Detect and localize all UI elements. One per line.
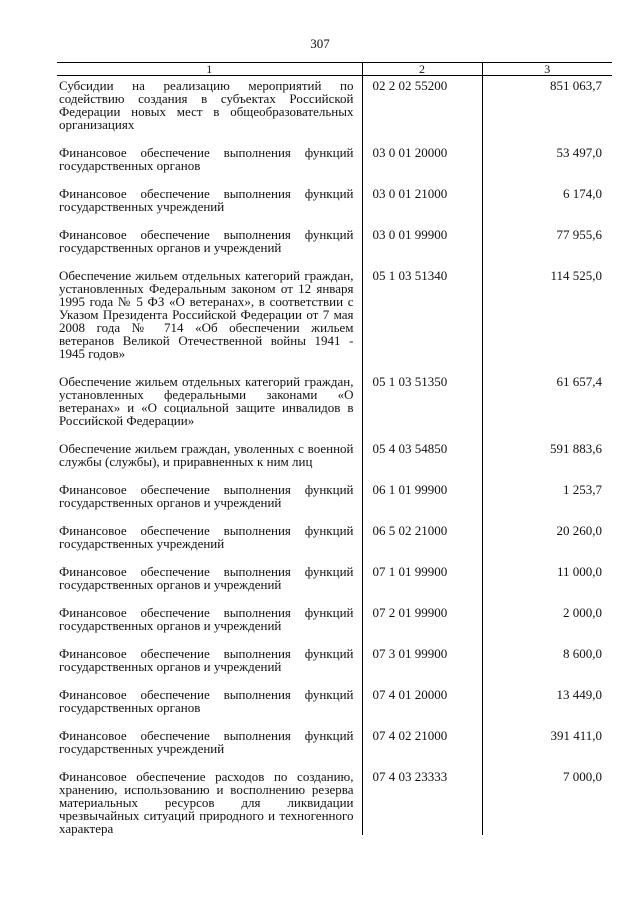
table-row [57,562,612,603]
column-header-2: 2 [362,63,482,76]
row-description: Финансовое обеспечение выполнения функций государственных органов и учреждений [59,482,354,510]
table-row [57,644,612,685]
table-row [57,266,612,372]
row-amount: 7 000,0 [482,767,612,835]
row-code: 07 1 01 99900 [362,562,482,603]
row-amount: 391 411,0 [482,726,612,767]
row-description: Субсидии на реализацию мероприятий по содействию создания в субъектах Российской Федерации новых мест в общеобразовательных организациях [59,78,354,132]
table-row [57,767,612,835]
row-amount: 20 260,0 [482,521,612,562]
row-code: 07 2 01 99900 [362,603,482,644]
row-amount: 114 525,0 [482,266,612,372]
table-row [57,184,612,225]
table-row [57,480,612,521]
row-code: 03 0 01 20000 [362,143,482,184]
row-amount: 851 063,7 [482,76,612,144]
table-row [57,685,612,726]
table-row [57,225,612,266]
row-code: 03 0 01 21000 [362,184,482,225]
row-amount: 591 883,6 [482,439,612,480]
table-row [57,603,612,644]
row-code: 02 2 02 55200 [362,76,482,144]
table-row [57,76,612,144]
table-row [57,439,612,480]
row-amount: 11 000,0 [482,562,612,603]
row-description: Финансовое обеспечение выполнения функций государственных учреждений [59,186,354,214]
row-amount: 13 449,0 [482,685,612,726]
table-row [57,521,612,562]
row-code: 07 4 03 23333 [362,767,482,835]
row-description: Финансовое обеспечение выполнения функций государственных органов и учреждений [59,646,354,674]
row-code: 06 1 01 99900 [362,480,482,521]
row-code: 05 1 03 51340 [362,266,482,372]
row-amount: 77 955,6 [482,225,612,266]
row-description: Обеспечение жильем отдельных категорий граждан, установленных Федеральным законом от 12 января 1995 года № 5 ФЗ «О ветеранах», в соответствии с Указом Президента Российской Федерации от 7 мая 2008 года № 714 «Об обеспечении жильем ветеранов Великой Отечественной войны 1941 - 1945 годов» [59,268,354,361]
row-amount: 61 657,4 [482,372,612,439]
row-description: Финансовое обеспечение выполнения функций государственных учреждений [59,728,354,756]
row-code: 05 4 03 54850 [362,439,482,480]
row-code: 05 1 03 51350 [362,372,482,439]
row-description: Обеспечение жильем отдельных категорий граждан, установленных федеральными законами «О ветеранах» и «О социальной защите инвалидов в Российской Федерации» [59,374,354,428]
table-header [57,63,612,76]
column-header-1: 1 [57,63,362,76]
row-code: 07 3 01 99900 [362,644,482,685]
row-amount: 2 000,0 [482,603,612,644]
row-code: 03 0 01 99900 [362,225,482,266]
row-amount: 1 253,7 [482,480,612,521]
row-amount: 53 497,0 [482,143,612,184]
row-amount: 6 174,0 [482,184,612,225]
table-row [57,726,612,767]
row-description: Финансовое обеспечение выполнения функций государственных органов и учреждений [59,605,354,633]
row-description: Финансовое обеспечение выполнения функций государственных органов и учреждений [59,227,354,255]
row-code: 07 4 02 21000 [362,726,482,767]
table-body [57,76,612,836]
table-row [57,372,612,439]
row-code: 07 4 01 20000 [362,685,482,726]
budget-table [57,62,612,835]
row-description: Финансовое обеспечение выполнения функций государственных органов [59,145,354,173]
row-amount: 8 600,0 [482,644,612,685]
row-description: Финансовое обеспечение выполнения функций государственных органов и учреждений [59,564,354,592]
row-description: Финансовое обеспечение расходов по созданию, хранению, использованию и восполнению резерва материальных ресурсов для ликвидации чрезвычайных ситуаций природного и техногенного характера [59,769,354,836]
header-row [57,63,612,76]
page-number: 307 [310,36,330,51]
row-description: Финансовое обеспечение выполнения функций государственных органов [59,687,354,715]
row-code: 06 5 02 21000 [362,521,482,562]
table-row [57,143,612,184]
column-header-3: 3 [482,63,612,76]
row-description: Финансовое обеспечение выполнения функций государственных учреждений [59,523,354,551]
row-description: Обеспечение жильем граждан, уволенных с военной службы (службы), и приравненных к ним лиц [59,441,354,469]
